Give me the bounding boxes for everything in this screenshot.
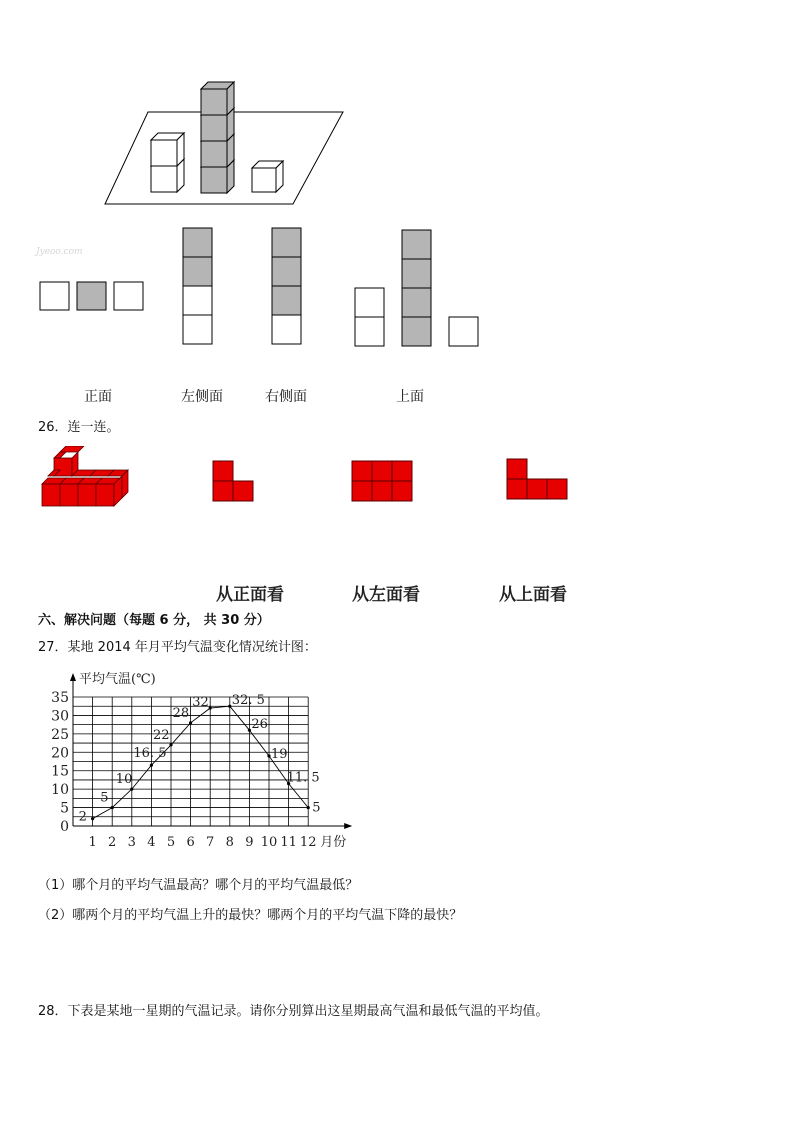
left-view-label: 左侧面: [181, 389, 223, 405]
view-square: [183, 228, 212, 257]
red-view-b: [351, 460, 413, 504]
q28-title: 28．下表是某地一星期的气温记录。请你分别算出这星期最高气温和最低气温的平均值。: [38, 1004, 549, 1019]
data-label: 5: [312, 800, 321, 816]
y-tick-label: 35: [51, 690, 69, 706]
x-tick-label: 12: [299, 835, 317, 850]
x-tick-label: 6: [186, 835, 195, 850]
x-axis-label: 月份: [320, 835, 347, 850]
data-point: [307, 806, 310, 809]
view-square: [183, 315, 212, 344]
view-square: [183, 286, 212, 315]
x-tick-label: 5: [166, 835, 176, 850]
view-square: [449, 317, 478, 346]
data-point: [209, 706, 212, 709]
x-tick-label: 3: [127, 835, 136, 850]
q26-title: 26．连一连。: [38, 420, 120, 435]
x-tick-label: 4: [147, 835, 156, 850]
y-tick-label: 0: [60, 819, 69, 835]
y-tick-label: 5: [60, 800, 69, 817]
data-label: 32: [192, 695, 209, 711]
x-tick-label: 2: [108, 835, 117, 850]
watermark: Jyeoo.com: [36, 247, 83, 257]
block-arrangement-figure: [100, 80, 360, 210]
y-tick-label: 30: [51, 708, 69, 725]
red-view-c: [506, 458, 570, 502]
cube-white: [151, 133, 184, 166]
view-square: [402, 288, 431, 317]
view-square: [402, 230, 431, 259]
view-square: [114, 282, 143, 310]
data-point: [91, 817, 94, 820]
red-view-a: [212, 460, 256, 504]
view-square: [40, 282, 69, 310]
x-tick-label: 1: [88, 835, 97, 850]
data-point: [169, 743, 172, 746]
view-square: [402, 317, 431, 346]
x-axis-arrow: [344, 823, 352, 829]
right-view-label: 右侧面: [265, 389, 307, 405]
data-point: [189, 721, 192, 724]
x-tick-label: 9: [245, 835, 254, 850]
data-label: 5: [100, 790, 109, 806]
data-label: 11. 5: [286, 770, 320, 786]
top-view-label: 上面: [396, 389, 424, 405]
view-square: [272, 228, 301, 257]
y-axis-arrow: [70, 673, 76, 681]
data-label: 32. 5: [231, 693, 265, 709]
view-square: [183, 257, 212, 286]
y-tick-label: 10: [51, 782, 69, 799]
data-label: 26: [251, 717, 268, 733]
x-tick-label: 8: [225, 835, 234, 850]
y-tick-label: 15: [51, 763, 69, 780]
data-point: [130, 788, 133, 791]
q27-sub2: （2）哪两个月的平均气温上升的最快？哪两个月的平均气温下降的最快？: [38, 908, 463, 923]
view-from-left-label: 从左面看: [352, 585, 420, 605]
data-label: 16. 5: [133, 746, 167, 762]
cube-white: [252, 161, 283, 192]
view-square: [77, 282, 106, 310]
section-6-title: 六、解决问题（每题 6 分， 共 30 分）: [38, 613, 270, 628]
x-tick-label: 7: [206, 835, 215, 850]
view-square: [355, 288, 384, 317]
q27-sub1: （1）哪个月的平均气温最高？哪个月的平均气温最低？: [38, 878, 359, 893]
x-tick-label: 10: [260, 835, 278, 850]
views-figure: [30, 222, 500, 354]
y-tick-label: 25: [51, 726, 69, 743]
red-3d-figure: [40, 446, 130, 512]
view-square: [272, 257, 301, 286]
y-axis-label: 平均气温(℃): [79, 672, 156, 687]
cube-gray: [201, 82, 234, 115]
view-square: [272, 286, 301, 315]
front-view-label: 正面: [84, 389, 112, 405]
data-label: 28: [172, 705, 190, 721]
series-line: [93, 706, 309, 818]
data-point: [111, 806, 114, 809]
temperature-line-chart: [40, 668, 370, 858]
data-label: 2: [78, 809, 87, 825]
view-from-top-label: 从上面看: [499, 585, 567, 605]
view-square: [272, 315, 301, 344]
q27-title: 27．某地 2014 年月平均气温变化情况统计图：: [38, 640, 317, 655]
data-label: 22: [153, 727, 170, 743]
data-label: 10: [115, 772, 133, 788]
data-label: 19: [271, 746, 288, 762]
data-point: [150, 764, 153, 767]
x-tick-label: 11: [280, 835, 297, 850]
view-square: [402, 259, 431, 288]
view-square: [355, 317, 384, 346]
y-tick-label: 20: [51, 745, 69, 762]
view-from-front-label: 从正面看: [216, 585, 284, 605]
